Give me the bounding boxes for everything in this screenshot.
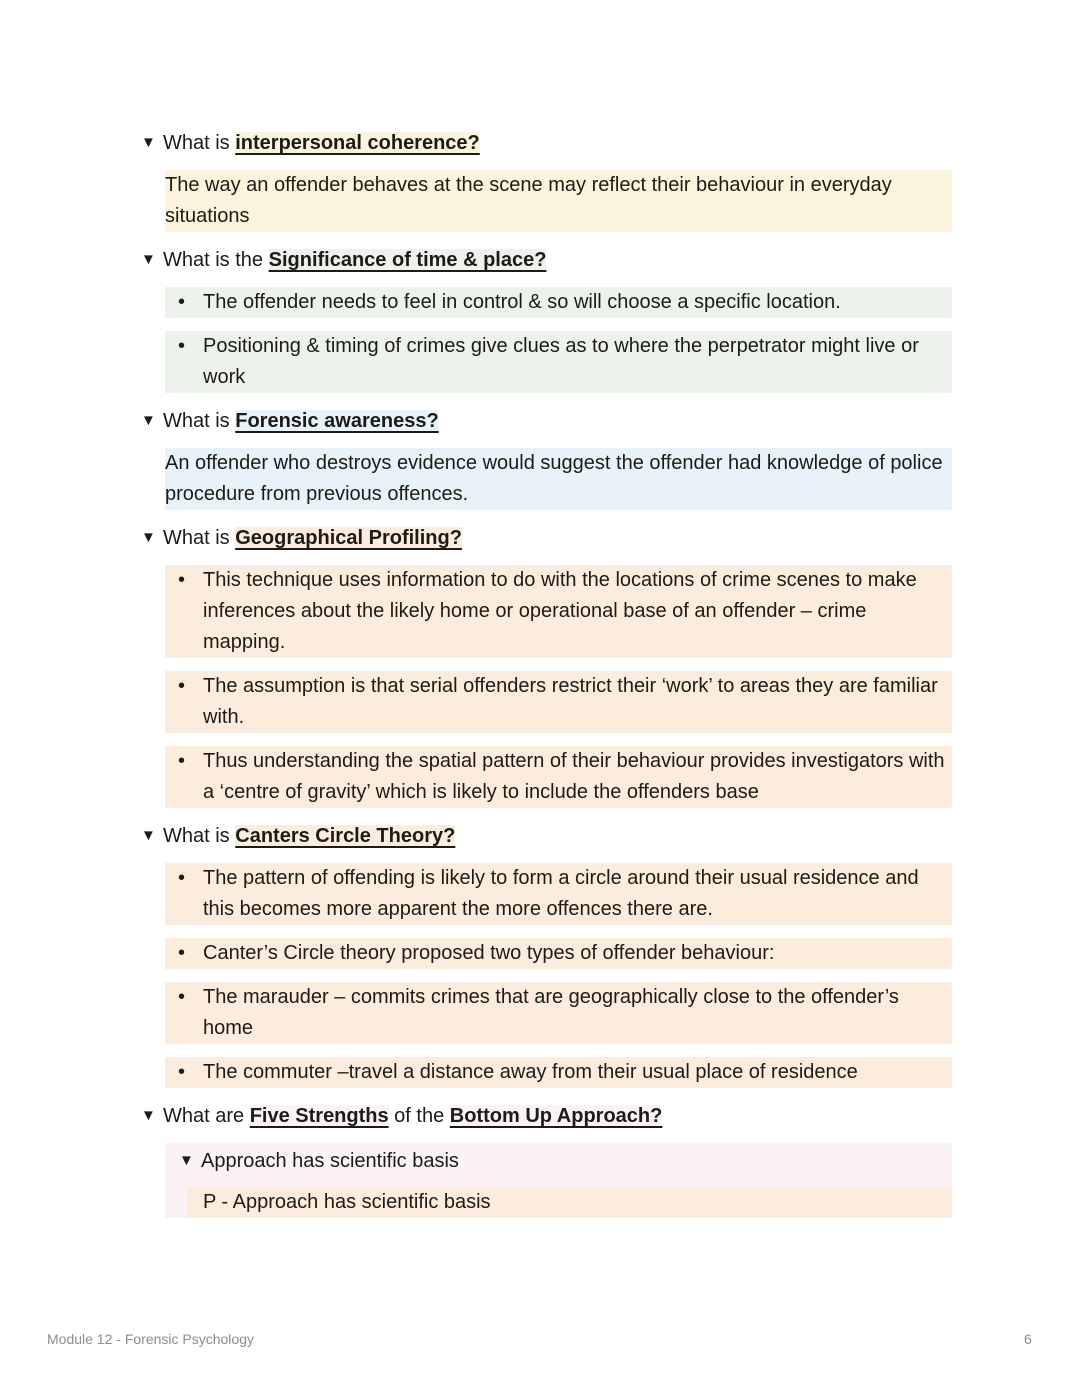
bullet-text: Positioning & timing of crimes give clues as to where the perpetrator might live or work xyxy=(203,335,919,388)
nested-toggle-body: P - Approach has scientific basis xyxy=(187,1187,952,1218)
toggle-triangle-icon[interactable]: ▼ xyxy=(141,1107,156,1124)
toggle-question-canters-circle[interactable] xyxy=(141,821,1080,851)
bullet-text: Thus understanding the spatial pattern of their behaviour provides investigators with a ‘centre of gravity’ which is likely to include the offenders base xyxy=(203,750,945,803)
bullet-item xyxy=(165,746,952,808)
question-prefix: What is xyxy=(163,527,236,549)
footer-page-number: 6 xyxy=(1024,1331,1032,1347)
bullet-icon: • xyxy=(178,867,186,889)
question-keyword-2: Bottom Up Approach? xyxy=(449,1105,663,1127)
question-prefix: What is xyxy=(163,132,236,154)
bullet-item xyxy=(165,331,952,393)
nested-toggle-block xyxy=(165,1143,952,1218)
bullet-icon: • xyxy=(178,291,186,313)
question-keyword: Geographical Profiling? xyxy=(235,527,462,549)
bullet-text: The offender needs to feel in control & so will choose a specific location. xyxy=(203,291,841,313)
bullet-icon: • xyxy=(178,335,186,357)
toggle-question-forensic-awareness[interactable] xyxy=(141,406,1080,436)
toggle-question-bottom-up-strengths[interactable] xyxy=(141,1101,1080,1131)
toggle-triangle-icon[interactable]: ▼ xyxy=(141,412,156,429)
toggle-triangle-icon[interactable]: ▼ xyxy=(141,827,156,844)
bullet-item xyxy=(165,565,952,658)
toggle-triangle-icon[interactable]: ▼ xyxy=(141,251,156,268)
question-keyword: Significance of time & place? xyxy=(268,249,547,271)
bullet-item xyxy=(165,287,952,318)
bullet-text: The pattern of offending is likely to form a circle around their usual residence and this becomes more apparent the more offences there are. xyxy=(203,867,919,920)
bullet-text: The assumption is that serial offenders restrict their ‘work’ to areas they are familiar with. xyxy=(203,675,938,728)
question-keyword: Canters Circle Theory? xyxy=(235,825,456,847)
bullet-icon: • xyxy=(178,675,186,697)
toggle-question-time-place[interactable] xyxy=(141,245,1080,275)
bullet-text: The commuter –travel a distance away from their usual place of residence xyxy=(203,1061,858,1083)
question-keyword: Five Strengths xyxy=(249,1105,389,1127)
question-keyword: Forensic awareness? xyxy=(235,410,439,432)
bullet-item xyxy=(165,863,952,925)
question-prefix: What are xyxy=(163,1105,250,1127)
toggle-triangle-icon[interactable]: ▼ xyxy=(141,529,156,546)
bullet-icon: • xyxy=(178,986,186,1008)
bullet-item xyxy=(165,671,952,733)
bullet-item xyxy=(165,1057,952,1088)
bullet-icon: • xyxy=(178,750,186,772)
question-keyword: interpersonal coherence? xyxy=(235,132,480,154)
question-prefix: What is the xyxy=(163,249,269,271)
answer-paragraph: The way an offender behaves at the scene may reflect their behaviour in everyday situations xyxy=(165,170,952,232)
question-prefix: What is xyxy=(163,410,236,432)
bullet-text: The marauder – commits crimes that are geographically close to the offender’s home xyxy=(203,986,899,1039)
footer-title: Module 12 - Forensic Psychology xyxy=(47,1331,254,1347)
toggle-question-interpersonal-coherence[interactable] xyxy=(141,128,1080,158)
question-middle: of the xyxy=(388,1105,450,1127)
toggle-triangle-icon[interactable]: ▼ xyxy=(141,134,156,151)
bullet-item xyxy=(165,938,952,969)
toggle-triangle-icon[interactable]: ▼ xyxy=(179,1152,194,1169)
toggle-question-geographical-profiling[interactable] xyxy=(141,523,1080,553)
bullet-item xyxy=(165,982,952,1044)
bullet-text: Canter’s Circle theory proposed two types of offender behaviour: xyxy=(203,942,775,964)
bullet-icon: • xyxy=(178,942,186,964)
answer-paragraph: An offender who destroys evidence would suggest the offender had knowledge of police procedure from previous offences. xyxy=(165,448,952,510)
bullet-icon: • xyxy=(178,569,186,591)
nested-toggle-label: Approach has scientific basis xyxy=(201,1150,459,1172)
question-prefix: What is xyxy=(163,825,236,847)
nested-toggle[interactable] xyxy=(165,1145,952,1177)
bullet-icon: • xyxy=(178,1061,186,1083)
bullet-text: This technique uses information to do with the locations of crime scenes to make inferences about the likely home or operational base of an offender – crime mapping. xyxy=(203,569,917,653)
